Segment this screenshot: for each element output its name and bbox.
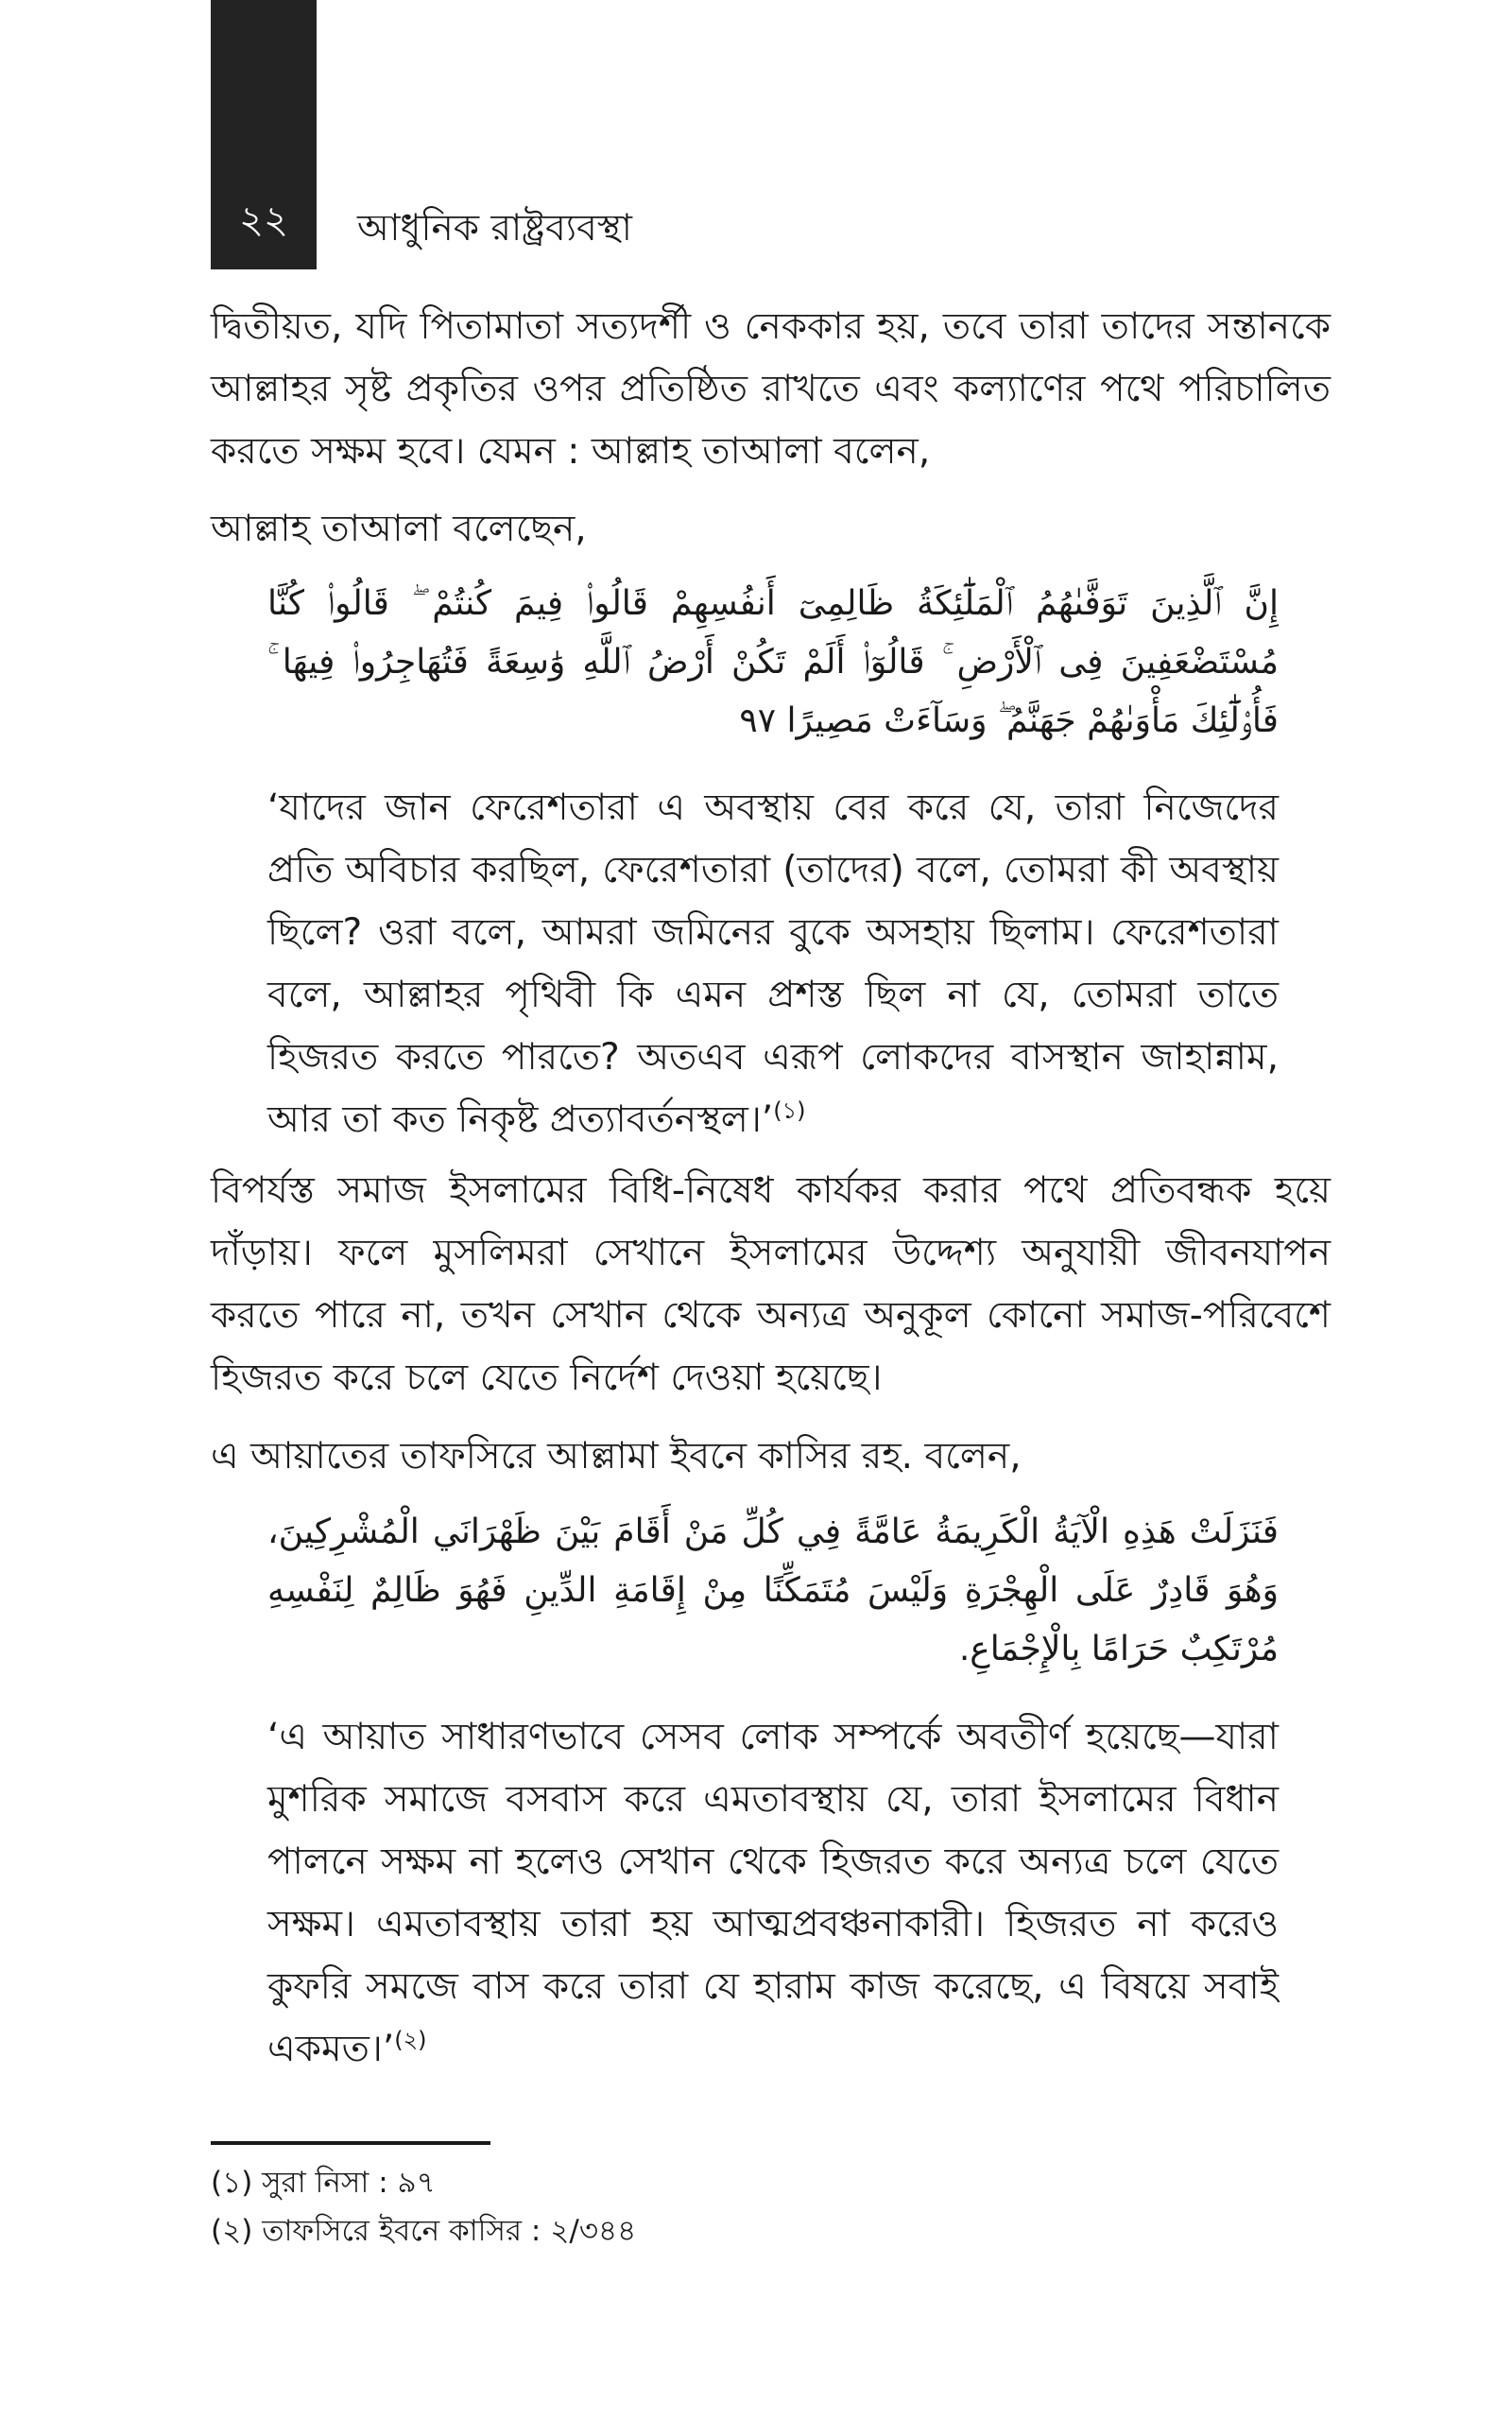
tafsir-translation-text: ‘এ আয়াত সাধারণভাবে সেসব লোক সম্পর্কে অবতীর্ণ হয়েছে—যারা মুশরিক সমাজে বসবাস করে এমতাবস্থায় যে, তারা ইসলামের বিধান পালনে সক্ষম না হলেও সেখান থেকে হিজরত করে অন্যত্র চলে যেতে সক্ষম। এমতাবস্থায় তারা হয় আত্মপ্রবঞ্চনাকারী। হিজরত না করেও কুফরি সমজে বাস করে তারা যে হারাম কাজ করেছে, এ বিষয়ে সবাই একমত।’ xyxy=(267,1716,1279,2070)
arabic-tafsir-quote: فَنَزَلَتْ هَذِهِ الْآيَةُ الْكَرِيمَةُ عَامَّةً فِي كُلِّ مَنْ أَقَامَ بَيْنَ ظَهْرَانَي الْمُشْرِكِينَ، وَهُوَ قَادِرٌ عَلَى الْهِجْرَةِ وَلَيْسَ مُتَمَكِّنًا مِنْ إِقَامَةِ الدِّينِ فَهُوَ ظَالِمٌ لِنَفْسِهِ مُرْتَكِبٌ حَرَامًا بِالْإِجْمَاعِ. xyxy=(267,1512,1279,1668)
footnote-ref-1: (১) xyxy=(773,1098,806,1124)
page-number: ২২ xyxy=(238,199,288,242)
footnote-divider xyxy=(211,2141,490,2145)
body-paragraph-1: দ্বিতীয়ত, যদি পিতামাতা সত্যদর্শী ও নেককার হয়, তবে তারা তাদের সন্তানকে আল্লাহর সৃষ্ট প্রকৃতির ওপর প্রতিষ্ঠিত রাখতে এবং কল্যাণের পথে পরিচালিত করতে সক্ষম হবে। যেমন : আল্লাহ তাআলা বলেন, xyxy=(211,305,1331,473)
verse-translation-quote xyxy=(267,777,1279,1151)
body-paragraph-4: এ আয়াতের তাফসিরে আল্লামা ইবনে কাসির রহ. বলেন, xyxy=(211,1435,1022,1478)
body-paragraph-3: বিপর্যস্ত সমাজ ইসলামের বিধি-নিষেধ কার্যকর করার পথে প্রতিবন্ধক হয়ে দাঁড়ায়। ফলে মুসলিমরা সেখানে ইসলামের উদ্দেশ্য অনুযায়ী জীবনযাপন করতে পারে না, তখন সেখান থেকে অন্যত্র অনুকূল কোনো সমাজ-পরিবেশে হিজরত করে চলে যেতে নির্দেশ দেওয়া হয়েছে। xyxy=(211,1169,1331,1399)
body-paragraph-2: আল্লাহ তাআলা বলেছেন, xyxy=(211,508,587,550)
arabic-verse-quote: إِنَّ ٱلَّذِينَ تَوَفَّىٰهُمُ ٱلْمَلَٰٓئِكَةُ ظَالِمِىٓ أَنفُسِهِمْ قَالُوا۟ فِيمَ كُنتُمْ ۖ قَالُوا۟ كُنَّا مُسْتَضْعَفِينَ فِى ٱلْأَرْضِ ۚ قَالُوٓا۟ أَلَمْ تَكُنْ أَرْضُ ٱللَّهِ وَٰسِعَةً فَتُهَاجِرُوا۟ فِيهَا ۚ فَأُو۟لَٰٓئِكَ مَأْوَىٰهُمْ جَهَنَّمُ ۖ وَسَآءَتْ مَصِيرًا ٩٧ xyxy=(267,584,1279,740)
verse-translation-text: ‘যাদের জান ফেরেশতারা এ অবস্থায় বের করে যে, তারা নিজেদের প্রতি অবিচার করছিল, ফেরেশতারা (তাদের) বলে, তোমরা কী অবস্থায় ছিলে? ওরা বলে, আমরা জমিনের বুকে অসহায় ছিলাম। ফেরেশতারা বলে, আল্লাহর পৃথিবী কি এমন প্রশস্ত ছিল না যে, তোমরা তাতে হিজরত করতে পারতে? অতএব এরূপ লোকদের বাসস্থান জাহান্নাম, আর তা কত নিকৃষ্ট প্রত্যাবর্তনস্থল।’ xyxy=(267,786,1279,1141)
footnote-ref-2: (২) xyxy=(394,2027,427,2053)
footnote-2: (২) তাফসিরে ইবনে কাসির : ২/৩৪৪ xyxy=(211,2214,637,2248)
running-title: আধুনিক রাষ্ট্রব্যবস্থা xyxy=(357,207,632,250)
footnote-1: (১) সুরা নিসা : ৯৭ xyxy=(211,2166,436,2200)
tafsir-translation-quote xyxy=(267,1706,1279,2081)
